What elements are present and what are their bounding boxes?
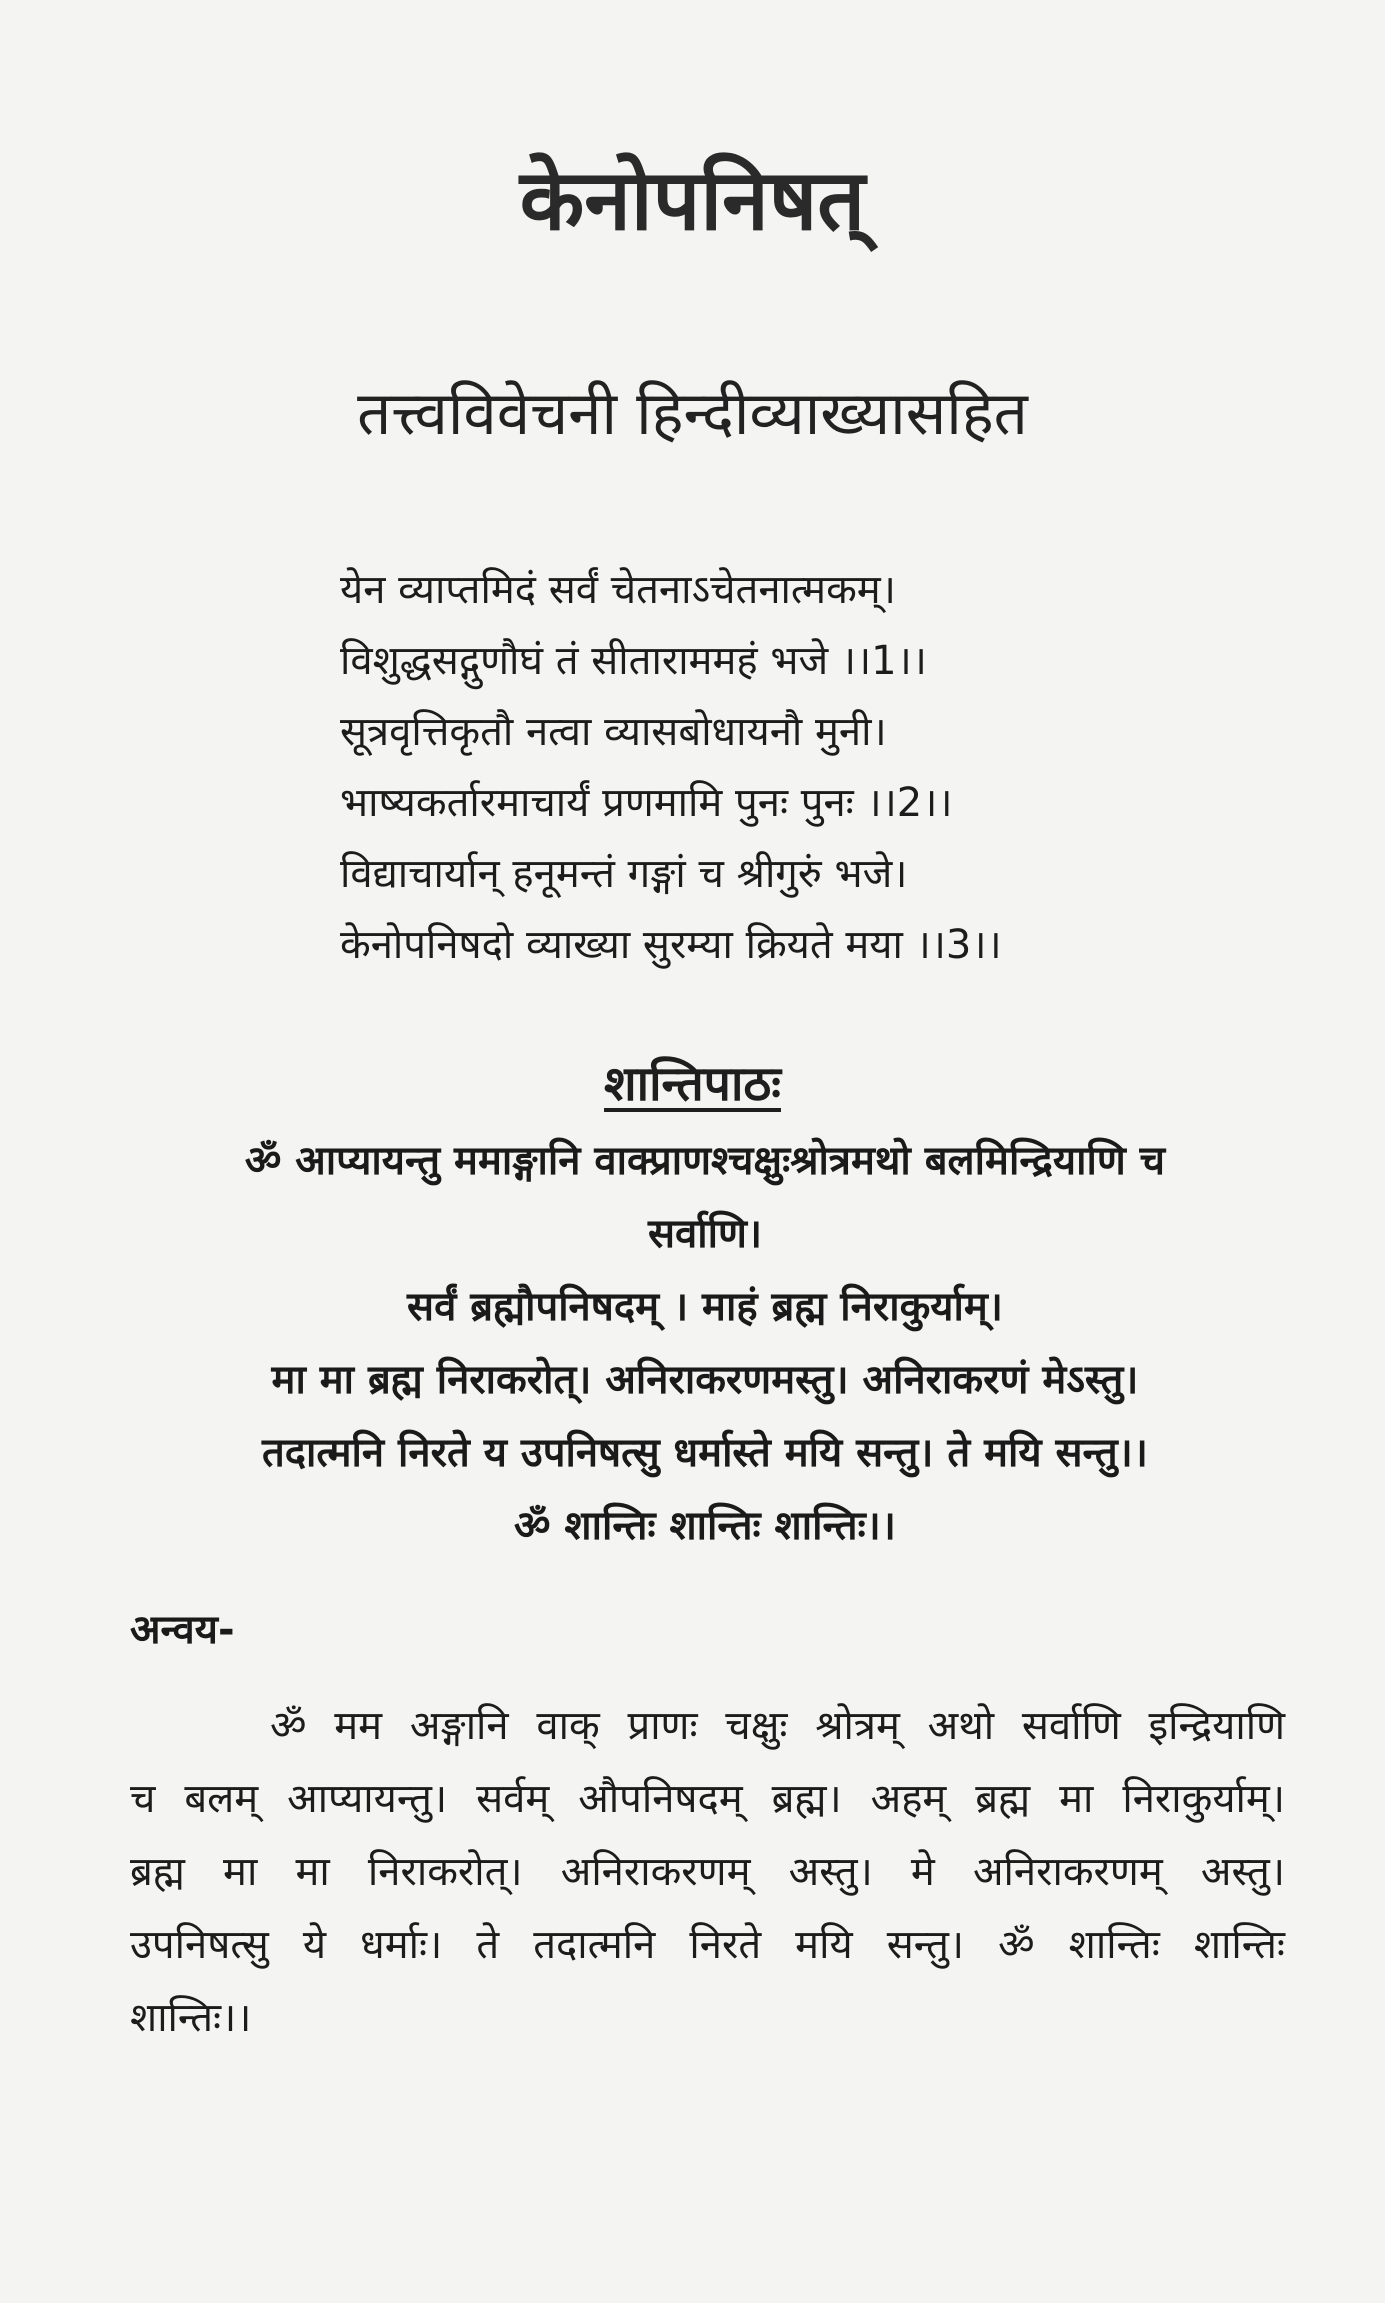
anvaya-line: ब्रह्म मा मा निराकरोत्। अनिराकरणम् अस्तु। मे अनिराकरणम् अस्तु। bbox=[130, 1849, 1285, 1895]
verse-line: केनोपनिषदो व्याख्या सुरम्या क्रियते मया ।।3।। bbox=[340, 922, 1002, 968]
shanti-line: ॐ शान्तिः शान्तिः शान्तिः।। bbox=[514, 1503, 896, 1549]
verse-line: भाष्यकर्तारमाचार्यं प्रणमामि पुनः पुनः ।।2।। bbox=[340, 780, 953, 826]
verse-line: विद्याचार्यान् हनूमन्तं गङ्गां च श्रीगुरुं भजे। bbox=[340, 851, 908, 897]
verse-line: येन व्याप्तमिदं सर्वं चेतनाऽचेतनात्मकम्। bbox=[340, 567, 896, 613]
anvaya-line: ॐ मम अङ्गानि वाक् प्राणः चक्षुः श्रोत्रम् अथो सर्वाणि इन्द्रियाणि bbox=[270, 1703, 1285, 1749]
shanti-path-text bbox=[150, 1125, 1260, 1563]
shanti-path-heading bbox=[0, 1050, 1385, 1115]
verse-line: विशुद्धसद्गुणौघं तं सीताराममहं भजे ।।1।। bbox=[340, 638, 927, 684]
shanti-line: मा मा ब्रह्म निराकरोत्। अनिराकरणमस्तु। अनिराकरणं मेऽस्तु। bbox=[271, 1357, 1139, 1403]
shanti-line: तदात्मनि निरते य उपनिषत्सु धर्मास्ते मयि सन्तु। ते मयि सन्तु।। bbox=[262, 1430, 1148, 1476]
shanti-line: सर्वं ब्रह्मौपनिषदम् । माहं ब्रह्म निराकुर्याम्। bbox=[407, 1284, 1003, 1330]
anvaya-line: उपनिषत्सु ये धर्माः। ते तदात्मनि निरते मयि सन्तु। ॐ शान्तिः शान्तिः bbox=[130, 1922, 1285, 1968]
anvaya-line: शान्तिः।। bbox=[130, 1995, 252, 2041]
shanti-line: सर्वाणि। bbox=[647, 1211, 763, 1257]
page-title: केनोपनिषत् bbox=[519, 151, 866, 249]
shanti-path-heading-text: शान्तिपाठः bbox=[604, 1056, 781, 1112]
shanti-line: ॐ आप्यायन्तु ममाङ्गानि वाक्प्राणश्चक्षुःश्रोत्रमथो बलमिन्द्रियाणि च bbox=[244, 1138, 1166, 1184]
verse-line: सूत्रवृत्तिकृतौ नत्वा व्यासबोधायनौ मुनी। bbox=[340, 709, 887, 755]
anvaya-heading: अन्वय- bbox=[130, 1607, 235, 1653]
page-subtitle: तत्त्वविवेचनी हिन्दीव्याख्यासहित bbox=[357, 379, 1028, 449]
invocation-verses bbox=[340, 555, 1200, 981]
anvaya-line: च बलम् आप्यायन्तु। सर्वम् औपनिषदम् ब्रह्म। अहम् ब्रह्म मा निराकुर्याम्। bbox=[130, 1776, 1285, 1822]
anvaya-paragraph bbox=[130, 1690, 1285, 2055]
